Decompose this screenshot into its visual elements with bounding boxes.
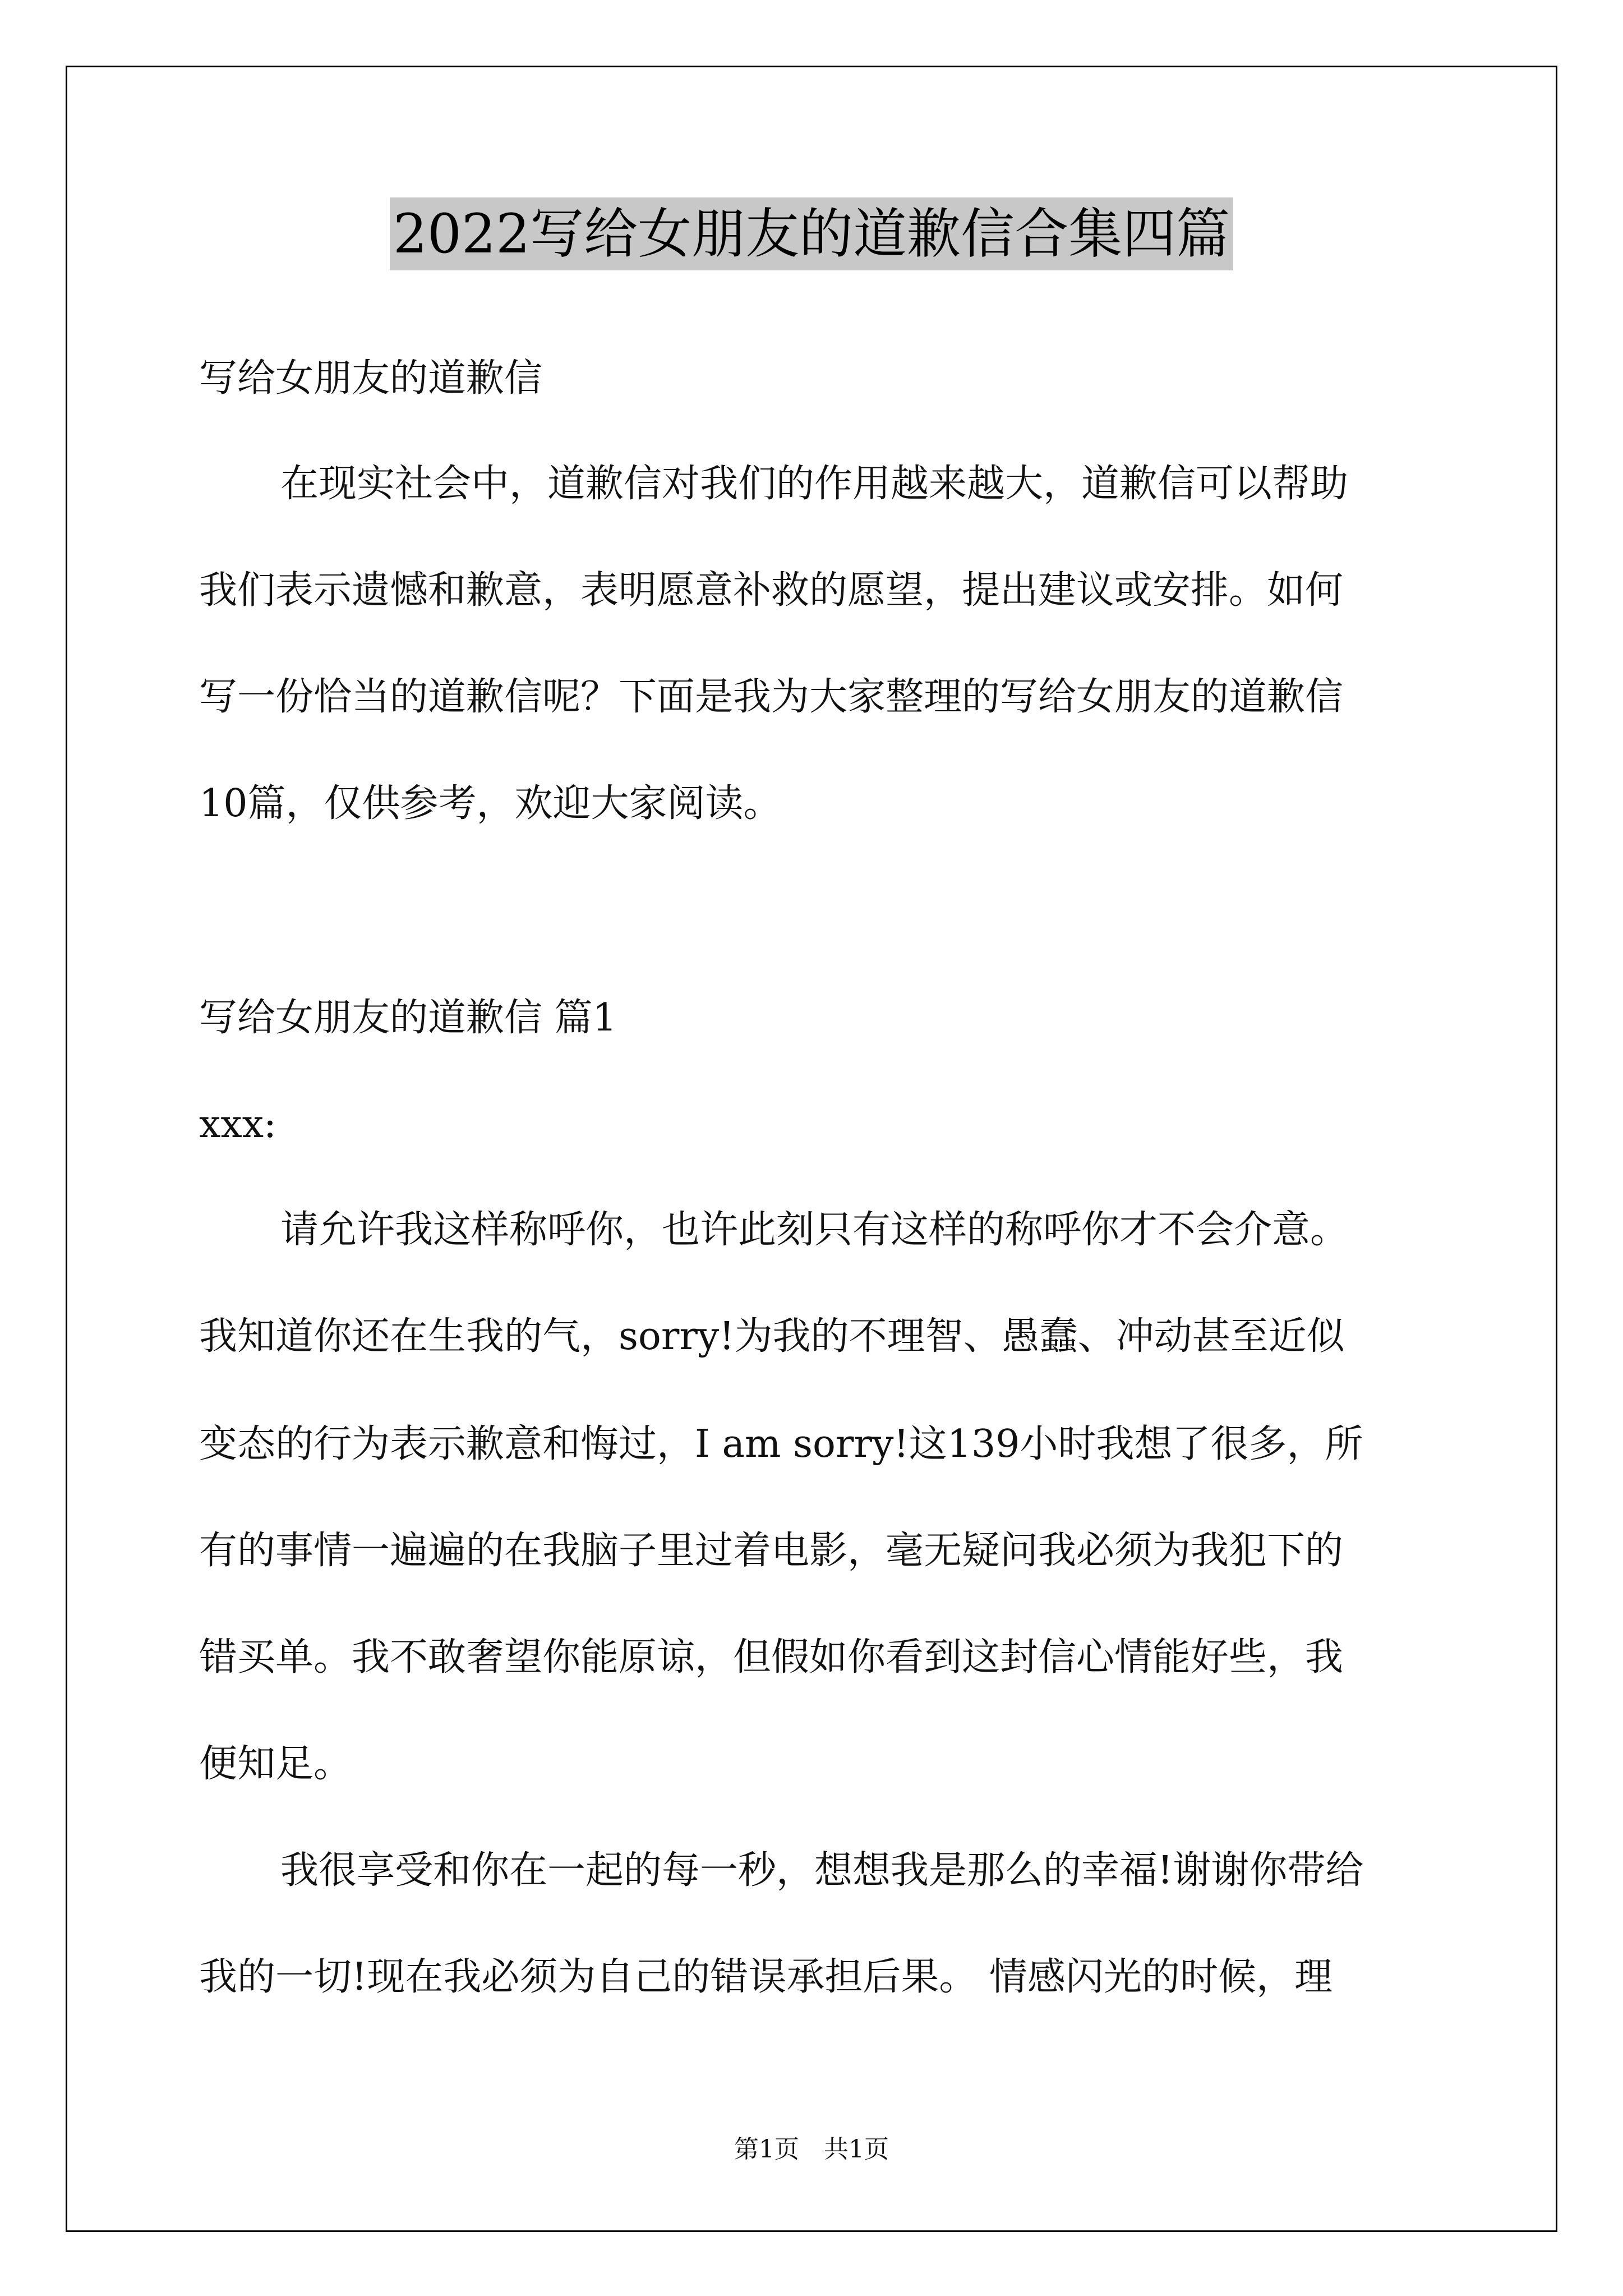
paragraph-line: 请允许我这样称呼你，也许此刻只有这样的称呼你才不会介意。 <box>280 1208 1349 1252</box>
section-heading: 写给女朋友的道歉信 <box>199 356 543 401</box>
paragraph-line: 变态的行为表示歉意和悔过，I am sorry!这139小时我想了很多，所 <box>199 1422 1363 1466</box>
paragraph-line: 我们表示遗憾和歉意，表明愿意补救的愿望，提出建议或安排。如何 <box>199 568 1344 613</box>
title-container <box>0 197 1623 270</box>
paragraph-line: 在现实社会中，道歉信对我们的作用越来越大，道歉信可以帮助 <box>280 462 1349 506</box>
salutation: xxx: <box>199 1102 276 1147</box>
paragraph-line: 我的一切!现在我必须为自己的错误承担后果。 情感闪光的时候，理 <box>199 1955 1332 1999</box>
paragraph-line: 有的事情一遍遍的在我脑子里过着电影，毫无疑问我必须为我犯下的 <box>199 1529 1344 1573</box>
document-title: 2022写给女朋友的道歉信合集四篇 <box>390 197 1233 270</box>
paragraph-line: 我很享受和你在一起的每一秒，想想我是那么的幸福!谢谢你带给 <box>280 1848 1364 1893</box>
paragraph-line: 错买单。我不敢奢望你能原谅，但假如你看到这封信心情能好些，我 <box>199 1635 1344 1680</box>
page-footer: 第1页 共1页 <box>734 2135 889 2164</box>
paragraph-line: 10篇，仅供参考，欢迎大家阅读。 <box>199 781 782 826</box>
paragraph-line: 写一份恰当的道歉信呢？下面是我为大家整理的写给女朋友的道歉信 <box>199 675 1344 719</box>
section-heading: 写给女朋友的道歉信 篇1 <box>199 996 617 1040</box>
paragraph-line: 我知道你还在生我的气，sorry!为我的不理智、愚蠢、冲动甚至近似 <box>199 1314 1345 1359</box>
paragraph-line: 便知足。 <box>199 1742 352 1786</box>
